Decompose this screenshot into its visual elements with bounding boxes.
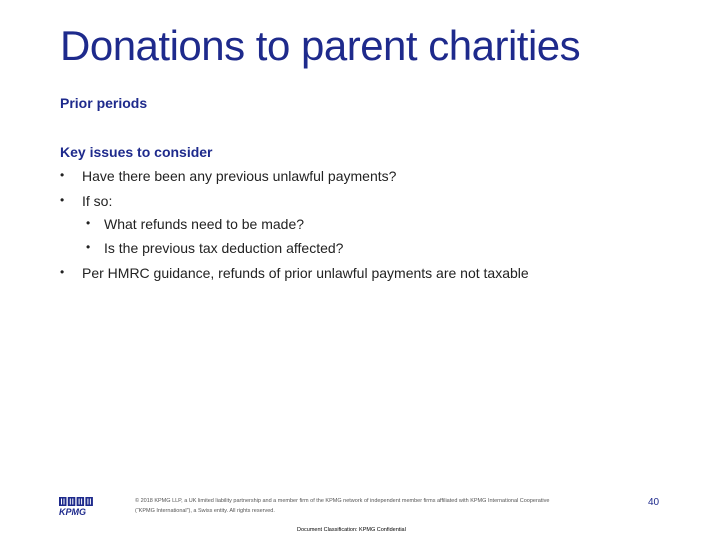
section-heading: Key issues to consider <box>60 144 213 160</box>
bullet-text: What refunds need to be made? <box>104 216 305 232</box>
page-number: 40 <box>648 497 660 508</box>
bullet-dot: • <box>60 168 65 182</box>
bullet-dot: • <box>60 193 65 207</box>
bullet-text: Per HMRC guidance, refunds of prior unlawful payments are not taxable <box>82 265 529 281</box>
bullet-dot: • <box>86 240 91 254</box>
bullet-dot: • <box>86 216 91 230</box>
kpmg-logo <box>58 496 94 516</box>
legal-line: (“KPMG International”), a Swiss entity. All rights reserved. <box>135 508 275 514</box>
page-title: Donations to parent charities <box>60 22 581 69</box>
logo-text: KPMG <box>59 507 86 516</box>
bullet-text: Is the previous tax deduction affected? <box>104 240 344 256</box>
footer-legal-text <box>135 496 605 516</box>
legal-line: © 2018 KPMG LLP, a UK limited liability partnership and a member firm of the KPMG network of independent member firms affiliated with KPMG International Cooperative <box>135 498 550 504</box>
bullet-text: Have there been any previous unlawful payments? <box>82 168 397 184</box>
bullet-text: If so: <box>82 193 113 209</box>
bullet-dot: • <box>60 265 65 279</box>
document-classification: Document Classification: KPMG Confidential <box>297 527 406 533</box>
subtitle: Prior periods <box>60 95 148 111</box>
